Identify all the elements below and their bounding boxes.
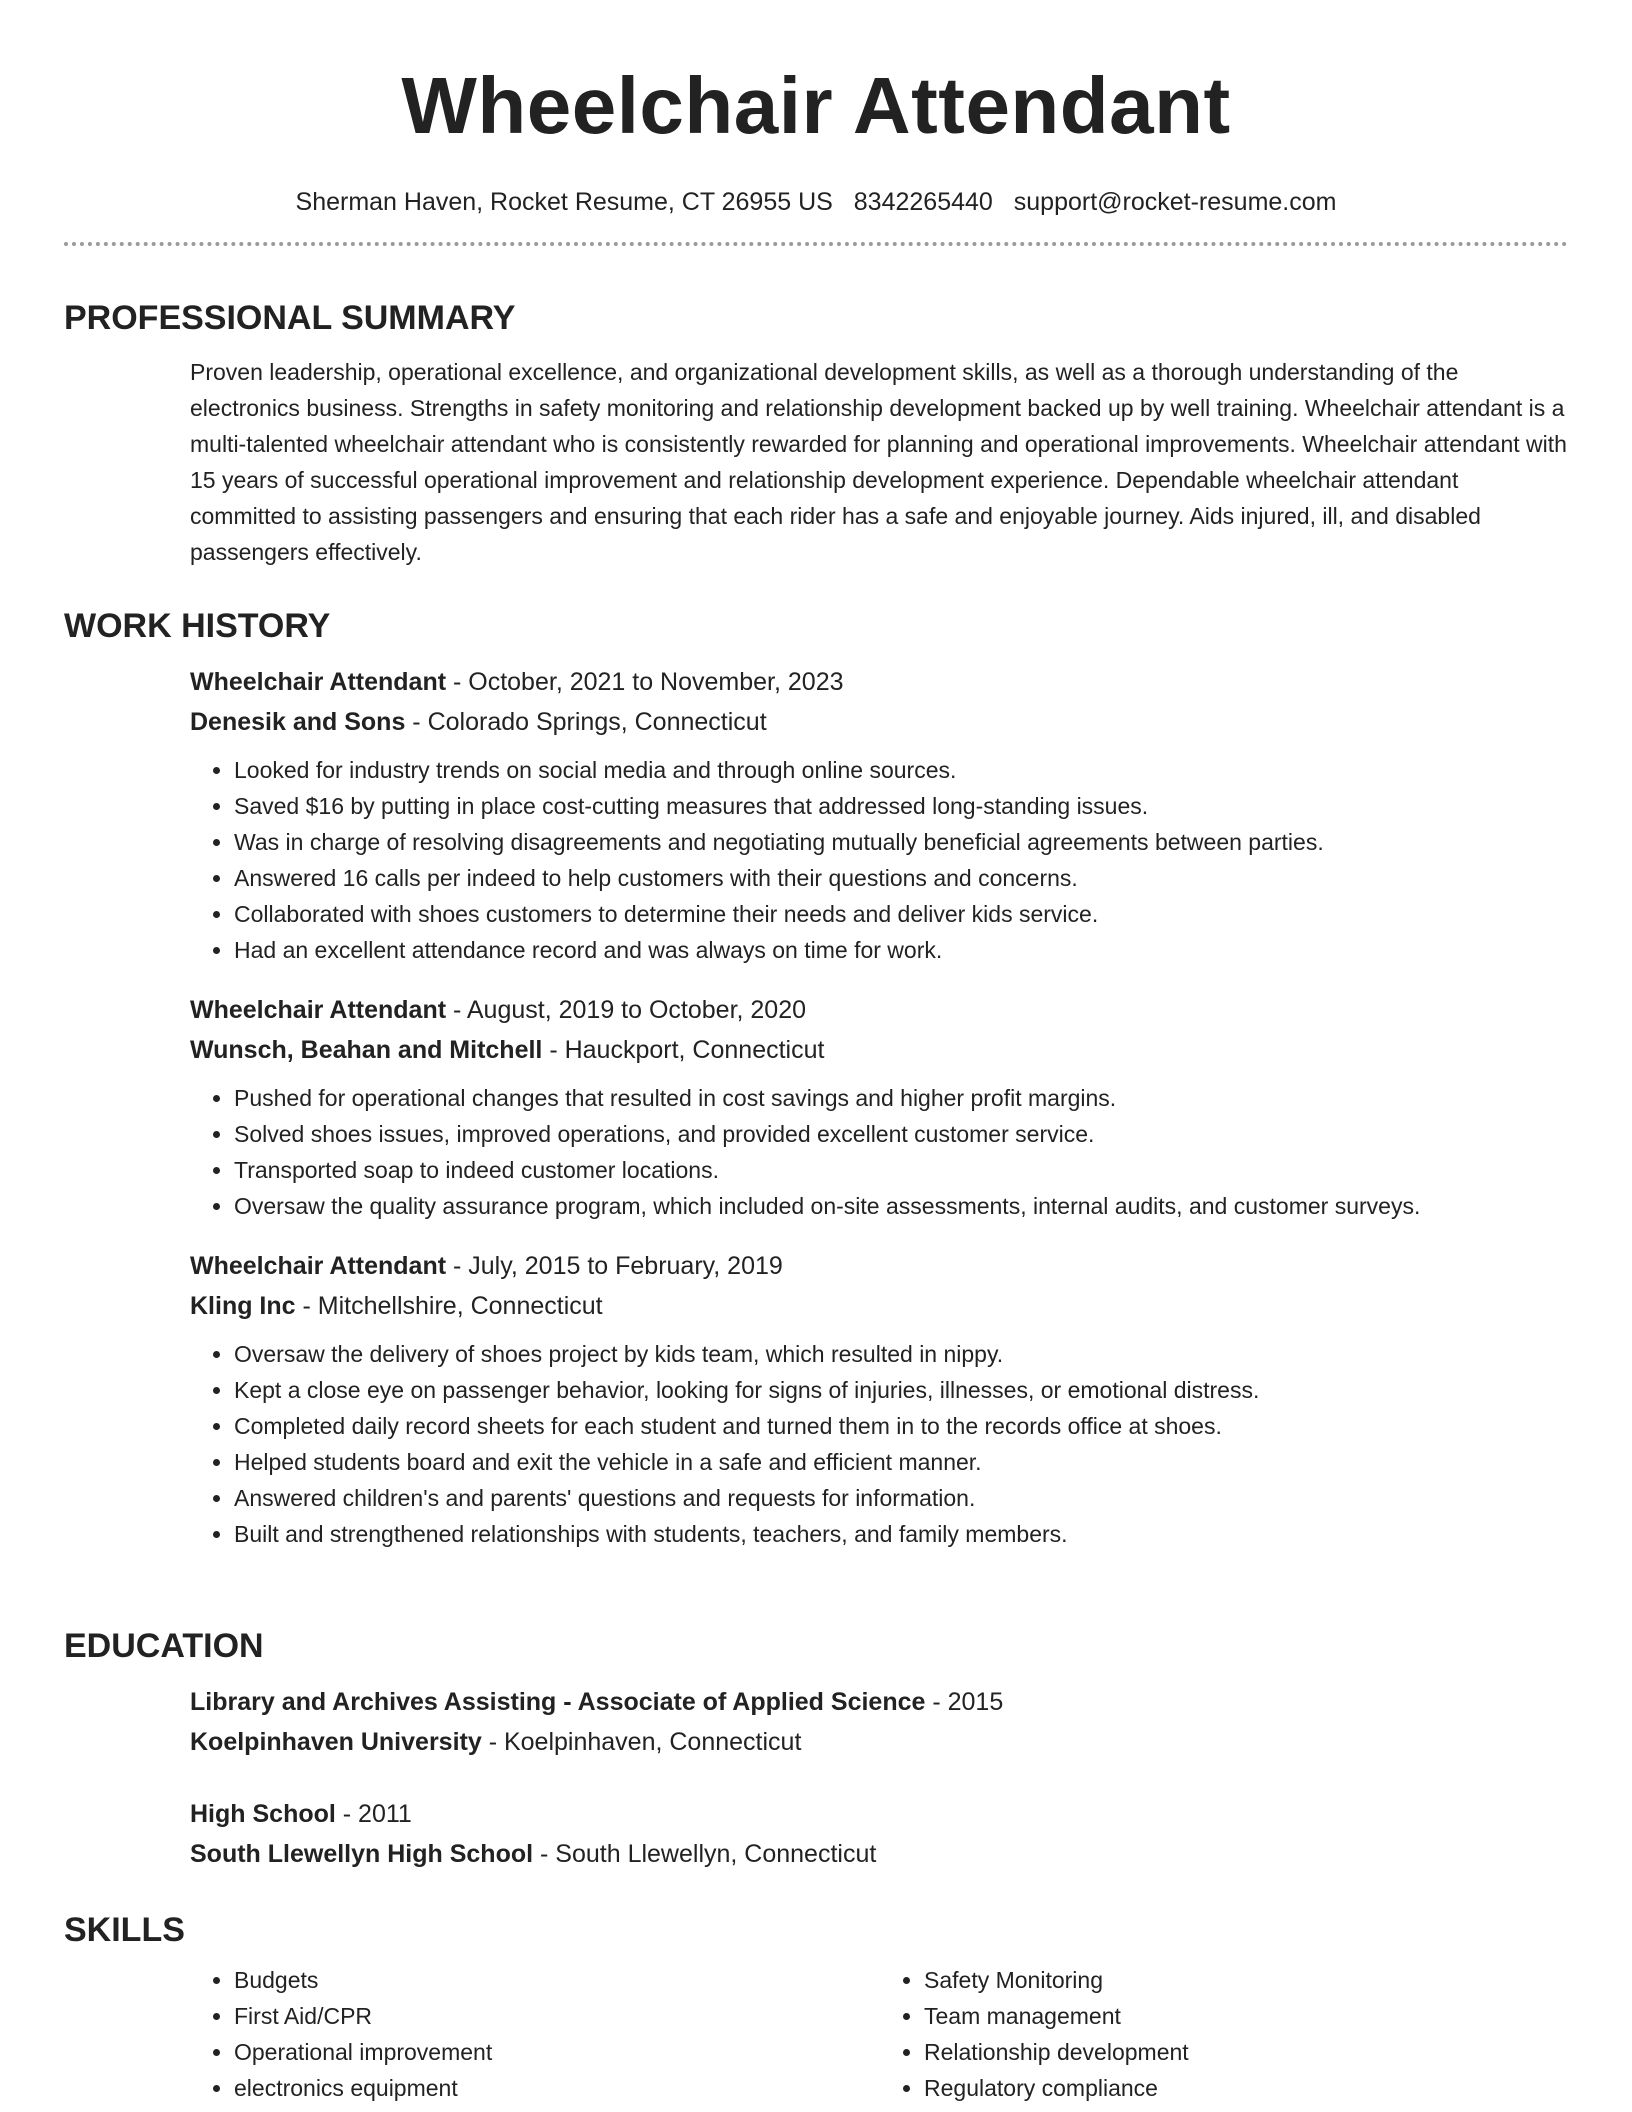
skill-item: • electronics equipment <box>234 2070 880 2106</box>
summary-text: Proven leadership, operational excellence, and organizational development skills, as well as a thorough understanding of the electronics business. Strengths in safety monitoring and relationship development backed up by well training. Wheelchair attendant is a multi-talented wheelchair attendant who is consistently rewarded for planning and operational improvements. Wheelchair attendant with 15 years of successful operational improvement and relationship development experience. Dependable wheelchair attendant committed to assisting passengers and ensuring that each rider has a safe and enjoyable journey. Aids injured, ill, and disabled passengers effectively. <box>190 359 1567 565</box>
education-section <box>64 1624 1568 1906</box>
list-item: • Oversaw the delivery of shoes project by kids team, which resulted in nippy. <box>234 1336 1568 1372</box>
job-location: - Mitchellshire, Connecticut <box>295 1292 603 1320</box>
education-heading: EDUCATION <box>64 1627 264 1665</box>
list-item: • Helped students board and exit the vehicle in a safe and efficient manner. <box>234 1444 1568 1480</box>
skills-section <box>64 1908 1568 2106</box>
list-item: • Collaborated with shoes customers to determine their needs and deliver kids service. <box>234 896 1568 932</box>
skill-item: • Safety Monitoring <box>924 1962 1570 1998</box>
contact-phone: 8342265440 <box>853 188 993 216</box>
education-degree-line <box>190 1682 1568 1722</box>
skill-item: • Relationship development <box>924 2034 1570 2070</box>
job-company: Kling Inc <box>190 1292 296 1320</box>
job-location: - Colorado Springs, Connecticut <box>405 708 767 736</box>
job-dates: - July, 2015 to February, 2019 <box>446 1252 783 1280</box>
education-year: - 2015 <box>925 1688 1004 1716</box>
work-section <box>64 604 1568 1574</box>
list-item: • Was in charge of resolving disagreements and negotiating mutually beneficial agreements between parties. <box>234 824 1568 860</box>
job-role: Wheelchair Attendant <box>190 996 447 1024</box>
list-item: • Completed daily record sheets for each student and turned them in to the records office at shoes. <box>234 1408 1568 1444</box>
education-location: - South Llewellyn, Connecticut <box>533 1840 877 1868</box>
skills-list-right <box>880 1962 1570 2106</box>
education-degree: Library and Archives Assisting - Associate of Applied Science <box>190 1688 926 1716</box>
skills-list-left <box>190 1962 880 2106</box>
job-company-line <box>190 1030 1568 1070</box>
job-dates: - August, 2019 to October, 2020 <box>446 996 807 1024</box>
job-location: - Hauckport, Connecticut <box>542 1036 825 1064</box>
skills-columns <box>190 1952 1570 2106</box>
education-school-line <box>190 1722 1568 1762</box>
education-year: - 2011 <box>335 1800 412 1828</box>
list-item: • Kept a close eye on passenger behavior, looking for signs of injuries, illnesses, or emotional distress. <box>234 1372 1568 1408</box>
job-role: Wheelchair Attendant <box>190 1252 447 1280</box>
list-item: • Saved $16 by putting in place cost-cutting measures that addressed long-standing issues. <box>234 788 1568 824</box>
job-company-line <box>190 1286 1568 1326</box>
job-company-line <box>190 702 1568 742</box>
job-bullets <box>190 752 1568 968</box>
education-school: Koelpinhaven University <box>190 1728 482 1756</box>
list-item: • Oversaw the quality assurance program, which included on-site assessments, internal audits, and customer surveys. <box>234 1188 1568 1224</box>
summary-heading: PROFESSIONAL SUMMARY <box>64 299 516 337</box>
resume-page <box>64 0 1568 2101</box>
list-item: • Pushed for operational changes that resulted in cost savings and higher profit margins. <box>234 1080 1568 1116</box>
education-entry <box>64 1794 1568 1874</box>
job-bullets <box>190 1080 1568 1224</box>
contact-address: Sherman Haven, Rocket Resume, CT 26955 US <box>295 188 833 216</box>
contact-line <box>64 186 1568 218</box>
education-degree: High School <box>190 1800 336 1828</box>
skill-item: • First Aid/CPR <box>234 1998 880 2034</box>
job-dates: - October, 2021 to November, 2023 <box>446 668 844 696</box>
skill-item: • Regulatory compliance <box>924 2070 1570 2106</box>
job-title-line <box>190 1246 1568 1286</box>
education-degree-line <box>190 1794 1568 1834</box>
resume-name: Wheelchair Attendant <box>401 61 1231 150</box>
list-item: • Answered children's and parents' questions and requests for information. <box>234 1480 1568 1516</box>
job-title-line <box>190 990 1568 1030</box>
education-location: - Koelpinhaven, Connecticut <box>481 1728 802 1756</box>
list-item: • Built and strengthened relationships with students, teachers, and family members. <box>234 1516 1568 1552</box>
job-bullets <box>190 1336 1568 1552</box>
job-entry <box>64 662 1568 968</box>
list-item: • Answered 16 calls per indeed to help customers with their questions and concerns. <box>234 860 1568 896</box>
contact-email: support@rocket-resume.com <box>1013 188 1337 216</box>
summary-section <box>64 296 1568 570</box>
job-entry <box>64 1246 1568 1552</box>
job-entry <box>64 990 1568 1224</box>
list-item: • Transported soap to indeed customer locations. <box>234 1152 1568 1188</box>
job-company: Wunsch, Beahan and Mitchell <box>190 1036 543 1064</box>
list-item: • Had an excellent attendance record and was always on time for work. <box>234 932 1568 968</box>
skill-item: • Operational improvement <box>234 2034 880 2070</box>
education-school: South Llewellyn High School <box>190 1840 534 1868</box>
job-role: Wheelchair Attendant <box>190 668 447 696</box>
education-entry <box>64 1682 1568 1762</box>
skill-item: • Budgets <box>234 1962 880 1998</box>
job-company: Denesik and Sons <box>190 708 406 736</box>
work-heading: WORK HISTORY <box>64 607 331 645</box>
header-divider <box>64 242 1568 246</box>
education-school-line <box>190 1834 1568 1874</box>
skills-heading: SKILLS <box>64 1911 185 1949</box>
job-title-line <box>190 662 1568 702</box>
list-item: • Looked for industry trends on social media and through online sources. <box>234 752 1568 788</box>
list-item: • Solved shoes issues, improved operations, and provided excellent customer service. <box>234 1116 1568 1152</box>
skill-item: • Team management <box>924 1998 1570 2034</box>
